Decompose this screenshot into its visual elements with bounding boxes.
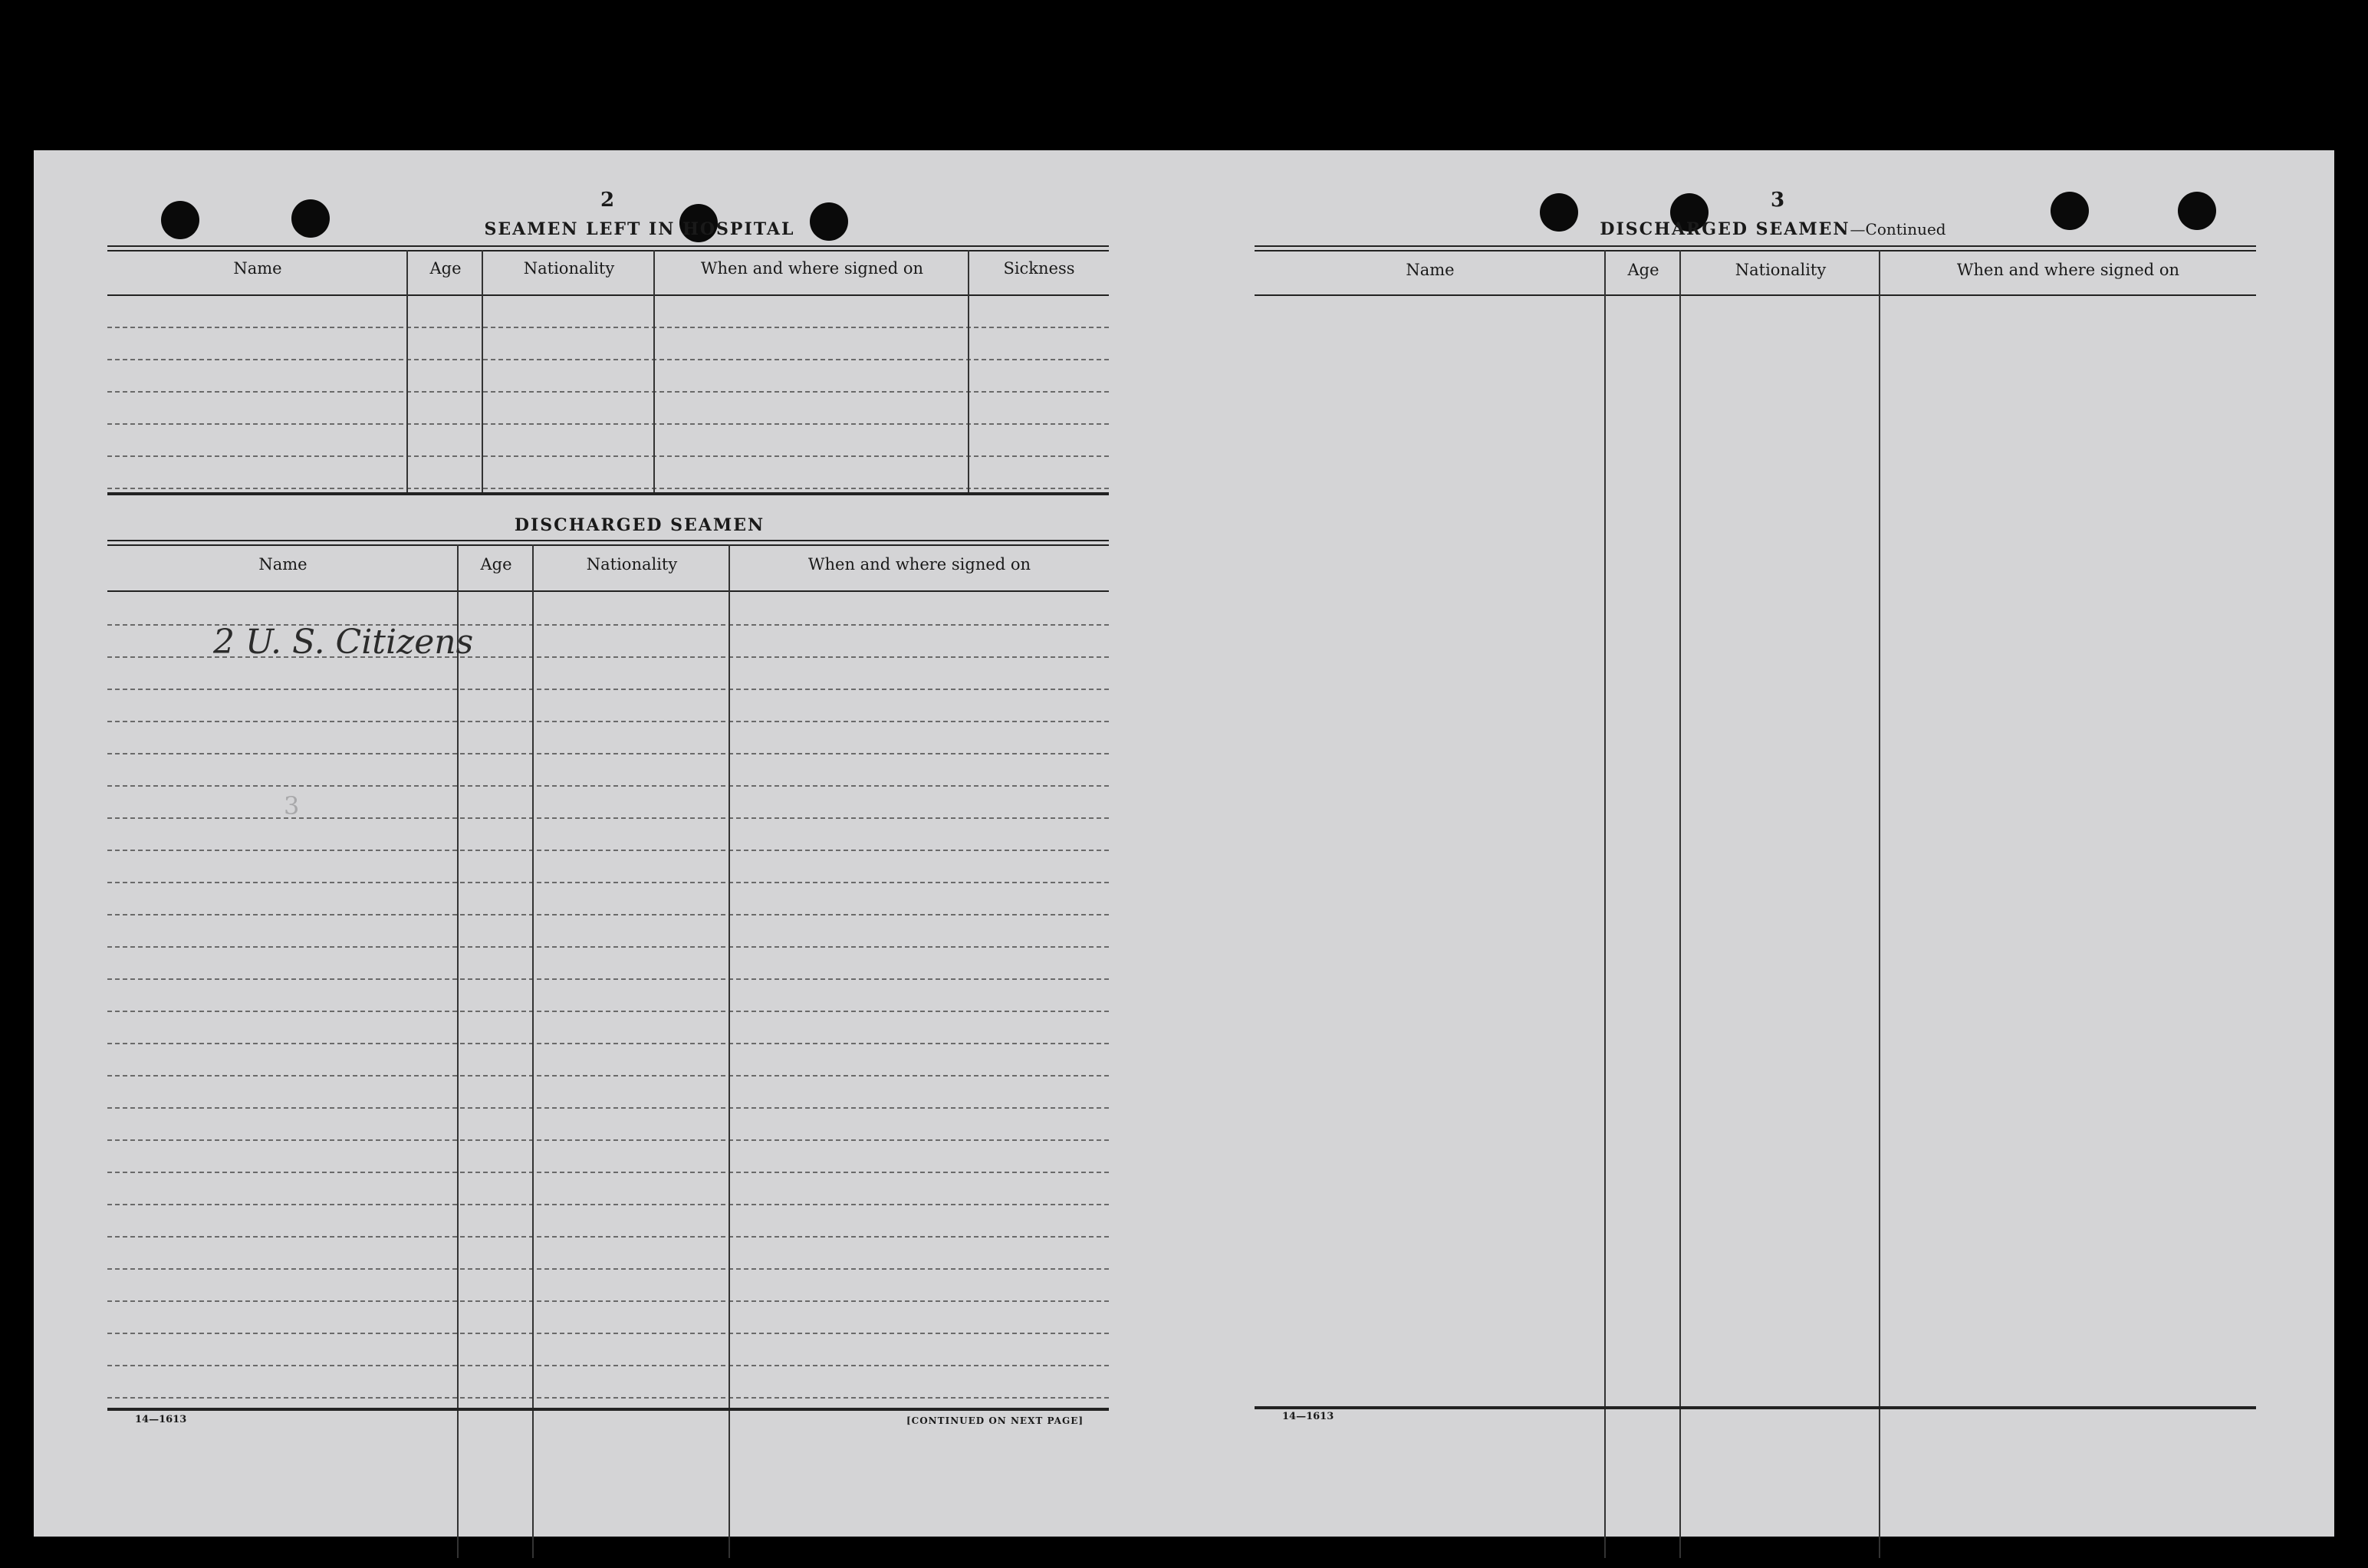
- table-row-line: [107, 455, 1109, 457]
- handwritten-entry: 2 U. S. Citizens: [213, 623, 474, 662]
- table-row-line: [107, 1043, 1109, 1044]
- table-row-line: [107, 327, 1109, 328]
- table-row-line: [107, 488, 1109, 489]
- table-row-line: [107, 1139, 1109, 1141]
- column-header-when-where: When and where signed on: [1956, 261, 2180, 279]
- column-header-name: Name: [233, 259, 282, 278]
- continued-note: [CONTINUED ON NEXT PAGE]: [906, 1415, 1084, 1426]
- table-row-line: [107, 978, 1109, 980]
- form-number: 14—1613: [135, 1414, 187, 1425]
- column-header-nationality: Nationality: [1735, 261, 1827, 279]
- column-header-when-where: When and where signed on: [807, 555, 1031, 574]
- table-row-line: [107, 946, 1109, 948]
- table-row-line: [107, 1011, 1109, 1012]
- table-row-line: [107, 753, 1109, 754]
- table-row-line: [107, 721, 1109, 722]
- table-row-line: [107, 1075, 1109, 1077]
- column-header-name: Name: [258, 555, 308, 574]
- discharged-section-title: DISCHARGED SEAMEN: [514, 515, 765, 535]
- left-page: [34, 150, 1184, 1537]
- faint-pencil-mark: 3: [284, 791, 300, 820]
- document-sheet: [34, 150, 2334, 1537]
- page-number: 3: [1770, 189, 1785, 212]
- table-row-line: [107, 391, 1109, 393]
- table-row-line: [107, 689, 1109, 690]
- table-row-line: [107, 423, 1109, 425]
- table-row-line: [107, 785, 1109, 787]
- table-row-line: [107, 850, 1109, 851]
- hospital-section-title: SEAMEN LEFT IN HOSPITAL: [484, 219, 795, 239]
- column-header-nationality: Nationality: [586, 555, 678, 574]
- page-number: 2: [600, 189, 615, 212]
- table-row-line: [107, 1397, 1109, 1399]
- column-header-age: Age: [1627, 261, 1659, 279]
- table-row-line: [107, 1268, 1109, 1270]
- column-header-nationality: Nationality: [523, 259, 615, 278]
- column-header-age: Age: [480, 555, 512, 574]
- right-page: [1184, 150, 2334, 1537]
- table-row-line: [107, 817, 1109, 819]
- table-row-line: [107, 882, 1109, 883]
- table-row-line: [107, 1365, 1109, 1366]
- table-row-line: [107, 359, 1109, 360]
- table-row-line: [107, 1172, 1109, 1173]
- table-row-line: [107, 1333, 1109, 1334]
- discharged-continued-title-main: DISCHARGED SEAMEN: [1600, 219, 1850, 239]
- column-header-when-where: When and where signed on: [700, 259, 924, 278]
- table-row-line: [107, 1300, 1109, 1302]
- table-row-line: [107, 1107, 1109, 1109]
- table-row-line: [107, 914, 1109, 915]
- table-row-line: [107, 1204, 1109, 1205]
- column-header-name: Name: [1406, 261, 1455, 279]
- column-header-sickness: Sickness: [1003, 259, 1075, 278]
- discharged-continued-title: [1482, 219, 2064, 239]
- column-header-age: Age: [429, 259, 462, 278]
- discharged-continued-title-suffix: —Continued: [1850, 220, 1946, 238]
- form-number: 14—1613: [1282, 1411, 1334, 1422]
- table-row-line: [107, 1236, 1109, 1238]
